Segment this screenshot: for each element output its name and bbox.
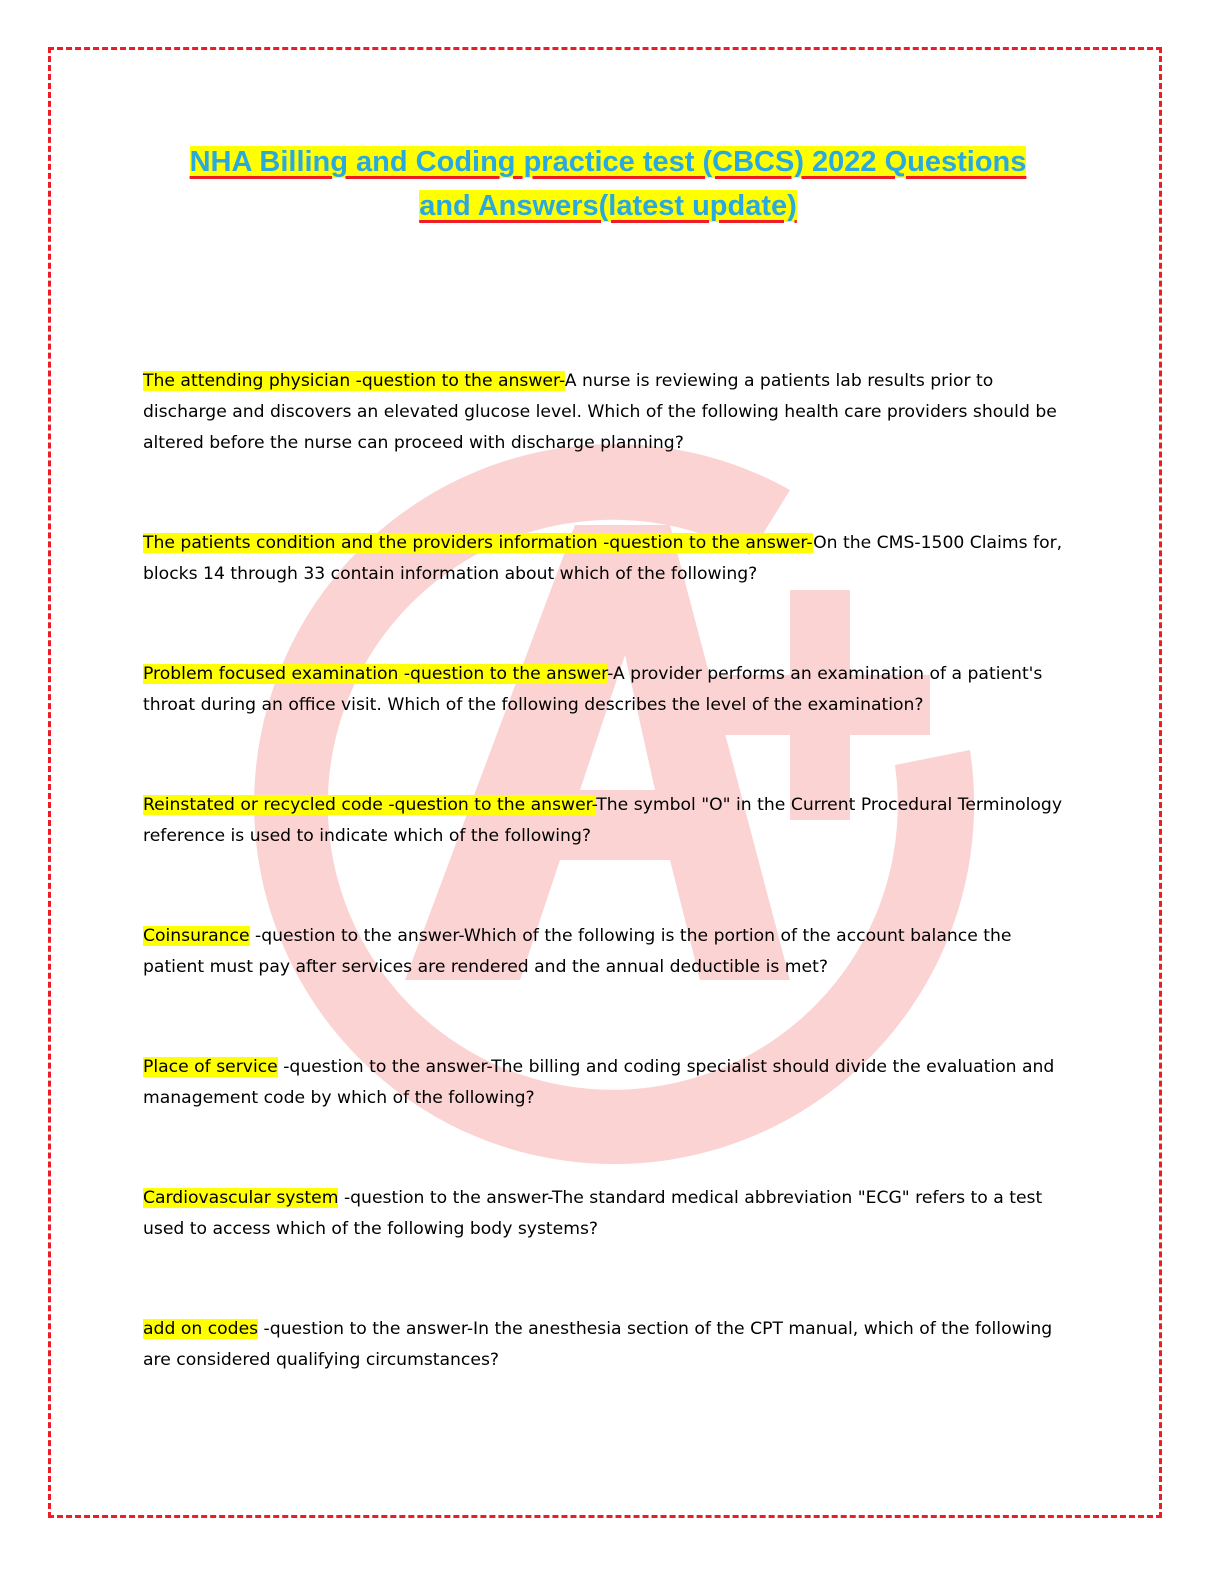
qa-item: [143, 659, 1073, 721]
answer-highlight: Cardiovascular system: [143, 1188, 339, 1208]
answer-highlight: Reinstated or recycled code -question to the answer-: [143, 795, 597, 815]
question-text: On the CMS-1500 Claims for, blocks 14 through 33 contain information about which of the following?: [143, 533, 1063, 584]
qa-item: [143, 790, 1073, 852]
answer-highlight: The attending physician -question to the answer-: [143, 371, 565, 391]
question-text: -A provider performs an examination of a patient's throat during an office visit. Which of the following describes the level of the examination?: [143, 664, 1043, 715]
question-text: -question to the answer-The billing and coding specialist should divide the evaluation and management code by which of the following?: [143, 1057, 1055, 1108]
qa-item: [143, 366, 1073, 459]
question-text: -question to the answer-The standard medical abbreviation "ECG" refers to a test used to access which of the following body systems?: [143, 1188, 1043, 1239]
qa-list: [143, 366, 1073, 1376]
document-title: [143, 140, 1073, 228]
answer-highlight: The patients condition and the providers information -question to the answer-: [143, 533, 814, 553]
question-text: A nurse is reviewing a patients lab results prior to discharge and discovers an elevated glucose level. Which of the following health care providers should be altered before the nurse can proceed with discharge planning?: [143, 371, 1057, 453]
document-content: [143, 140, 1073, 1445]
qa-item: [143, 921, 1073, 983]
answer-highlight: Coinsurance: [143, 926, 250, 946]
qa-item: [143, 1052, 1073, 1114]
title-line-1: NHA Billing and Coding practice test (CBCS) 2022 Questions: [189, 146, 1027, 178]
qa-item: [143, 528, 1073, 590]
answer-highlight: Problem focused examination -question to the answer: [143, 664, 608, 684]
qa-item: [143, 1314, 1073, 1376]
title-line-2: and Answers(latest update): [419, 190, 797, 222]
question-text: -question to the answer-In the anesthesia section of the CPT manual, which of the following are considered qualifying circumstances?: [143, 1319, 1053, 1370]
question-text: -question to the answer-Which of the following is the portion of the account balance the patient must pay after services are rendered and the annual deductible is met?: [143, 926, 1012, 977]
qa-item: [143, 1183, 1073, 1245]
answer-highlight: Place of service: [143, 1057, 278, 1077]
question-text: The symbol "O" in the Current Procedural Terminology reference is used to indicate which of the following?: [143, 795, 1062, 846]
answer-highlight: add on codes: [143, 1319, 259, 1339]
